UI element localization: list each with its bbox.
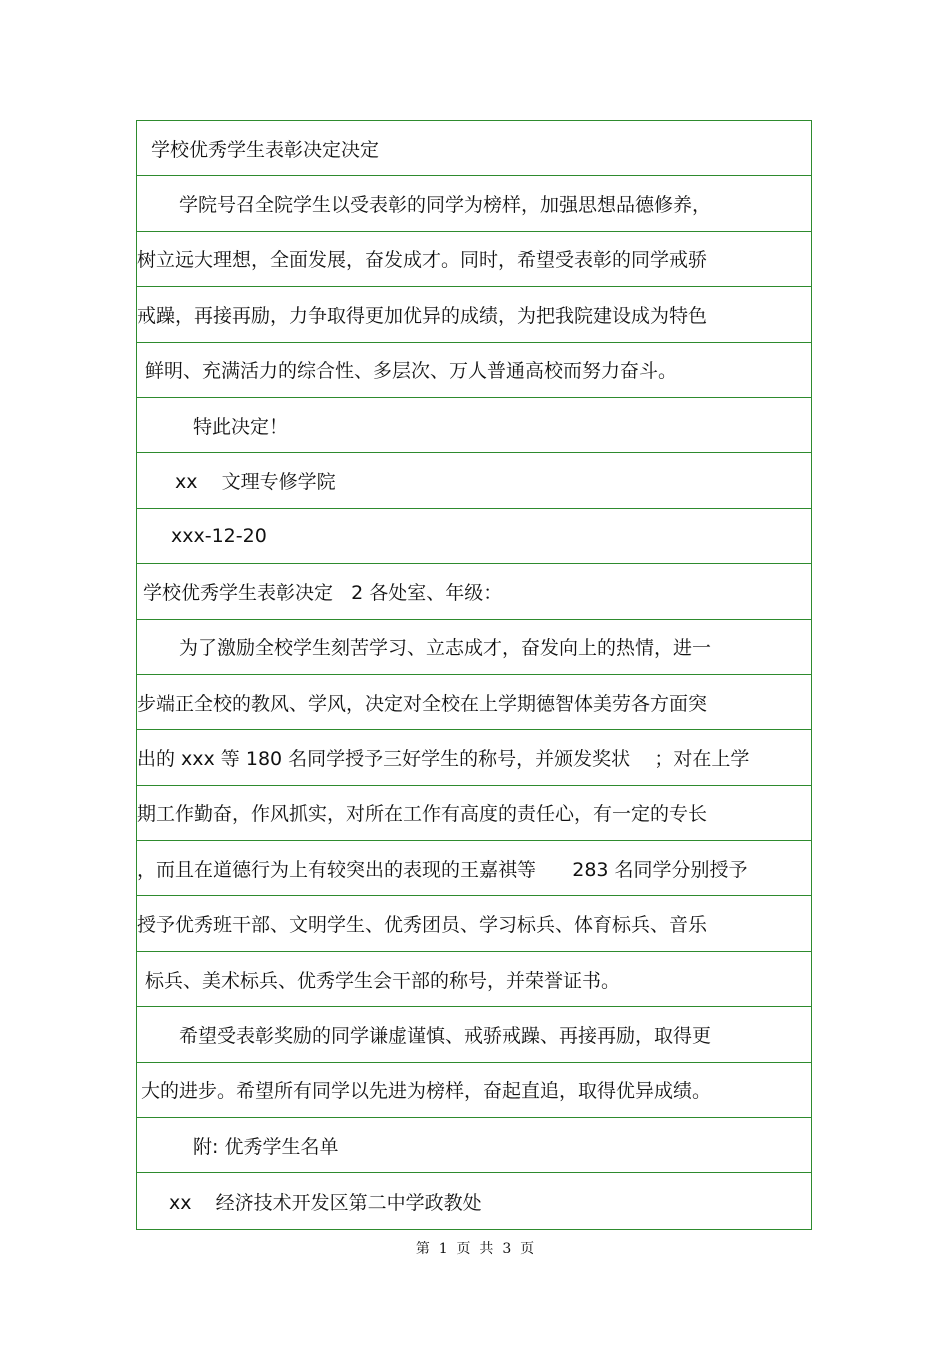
document-row: 附: 优秀学生名单 bbox=[137, 1118, 811, 1173]
document-row: 特此决定！ bbox=[137, 398, 811, 453]
document-row: xxx-12-20 bbox=[137, 509, 811, 564]
document-row: 出的 xxx 等 180 名同学授予三好学生的称号，并颁发奖状 ；对在上学 bbox=[137, 730, 811, 785]
page-footer: 第 1 页 共 3 页 bbox=[415, 1241, 535, 1257]
document-row: 为了激励全校学生刻苦学习、立志成才，奋发向上的热情，进一 bbox=[137, 620, 811, 675]
document-row: 授予优秀班干部、文明学生、优秀团员、学习标兵、体育标兵、音乐 bbox=[137, 896, 811, 951]
document-row: 希望受表彰奖励的同学谦虚谨慎、戒骄戒躁、再接再励，取得更 bbox=[137, 1007, 811, 1062]
document-row: xx 经济技术开发区第二中学政教处 bbox=[169, 1191, 482, 1214]
document-row: xx 文理专修学院 bbox=[137, 453, 811, 508]
document-row: 鲜明、充满活力的综合性、多层次、万人普通高校而努力奋斗。 bbox=[137, 343, 811, 398]
document-row: 标兵、美术标兵、优秀学生会干部的称号，并荣誉证书。 bbox=[137, 952, 811, 1007]
document-row: 树立远大理想，全面发展，奋发成才。同时，希望受表彰的同学戒骄 bbox=[137, 232, 811, 287]
document-row: 学校优秀学生表彰决定决定 bbox=[137, 121, 811, 176]
document-row: ，而且在道德行为上有较突出的表现的王嘉祺等 283 名同学分别授予 bbox=[137, 841, 811, 896]
document-table bbox=[136, 120, 812, 1230]
document-row: 期工作勤奋，作风抓实，对所在工作有高度的责任心，有一定的专长 bbox=[137, 786, 811, 841]
document-row: 学校优秀学生表彰决定 2 各处室、年级： bbox=[137, 564, 811, 619]
document-row: 戒躁，再接再励，力争取得更加优异的成绩，为把我院建设成为特色 bbox=[137, 287, 811, 342]
document-row: 大的进步。希望所有同学以先进为榜样，奋起直追，取得优异成绩。 bbox=[137, 1063, 811, 1118]
document-row: 学院号召全院学生以受表彰的同学为榜样，加强思想品德修养， bbox=[137, 176, 811, 231]
document-row: 步端正全校的教风、学风，决定对全校在上学期德智体美劳各方面突 bbox=[137, 675, 811, 730]
